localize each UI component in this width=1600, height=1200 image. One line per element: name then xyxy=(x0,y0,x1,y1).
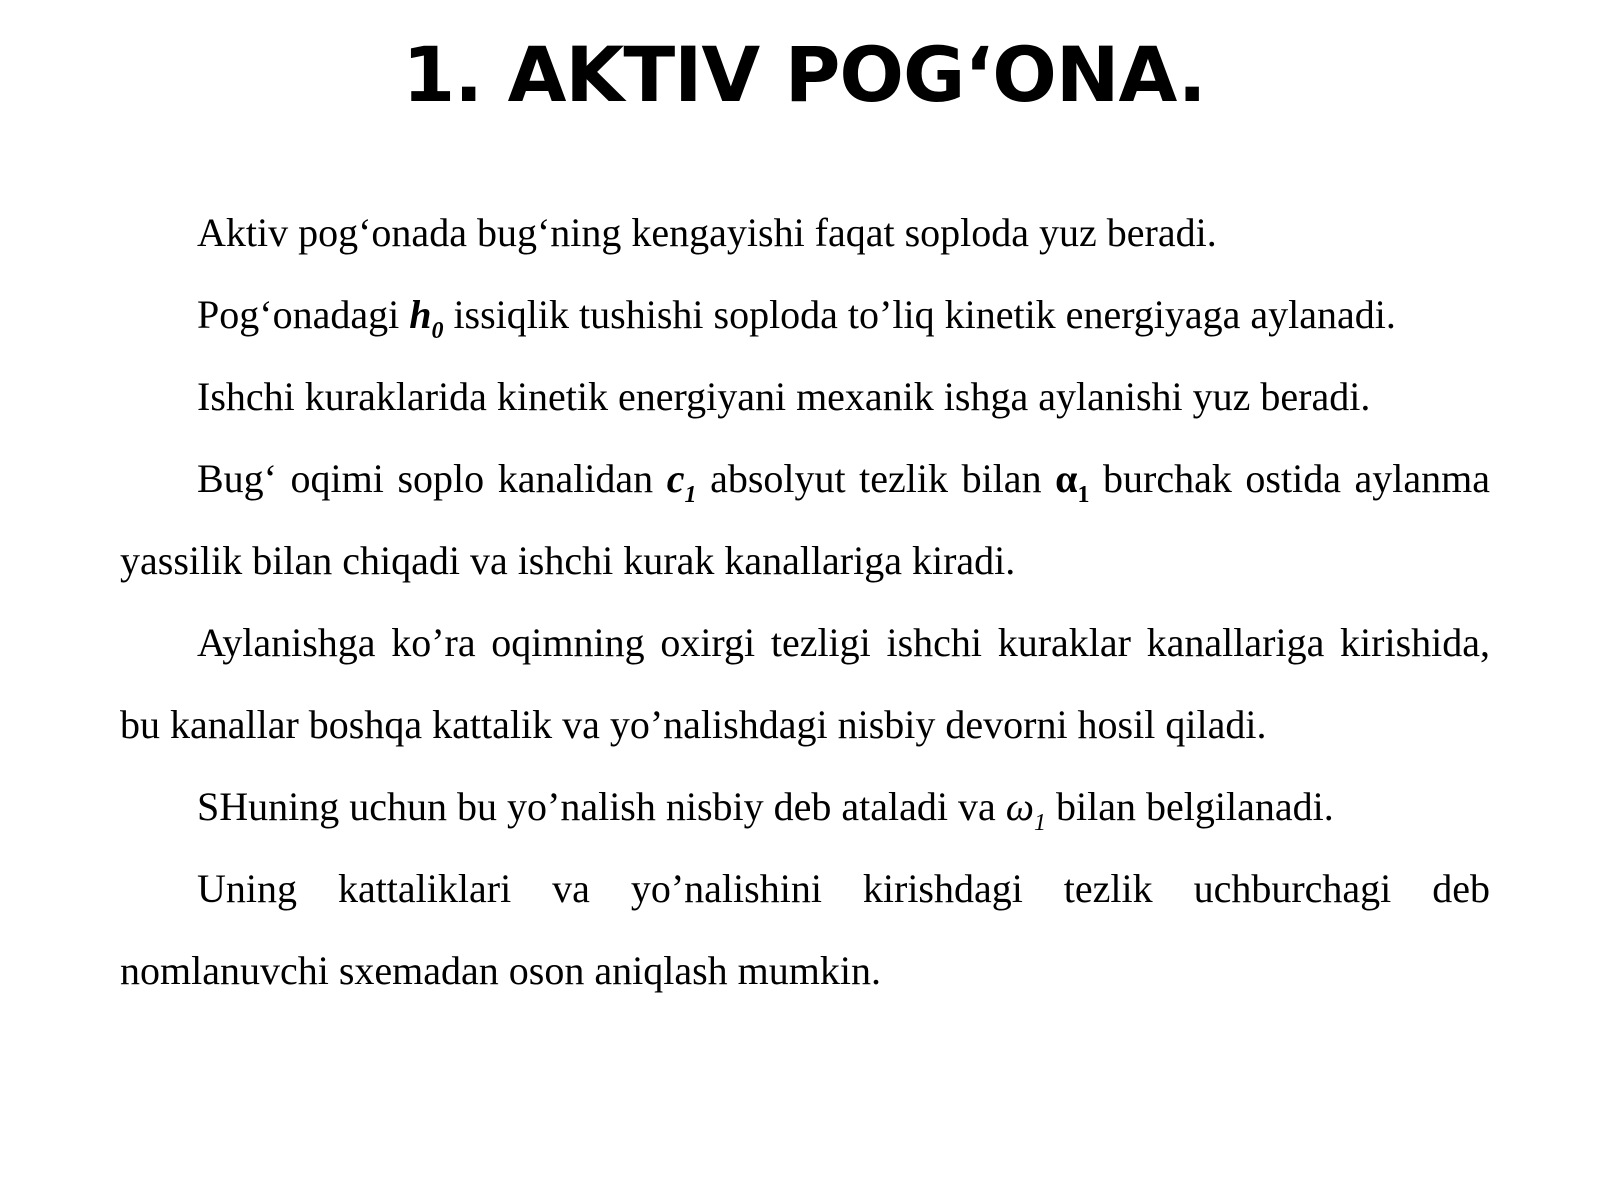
document-body xyxy=(120,192,1490,1012)
paragraph-4-middle: absolyut tezlik bilan xyxy=(696,456,1056,501)
paragraph-7: Uning kattaliklari va yo’nalishini kirishdagi tezlik uchburchagi deb nomlanuvchi sxemadan oson aniqlash mumkin. xyxy=(120,866,1490,993)
paragraph-2-after: issiqlik tushishi soploda to’liq kinetik energiyaga aylanadi. xyxy=(443,292,1396,337)
symbol-alpha-subscript: 1 xyxy=(1077,482,1090,508)
paragraph-2-before: Pog‘onadagi xyxy=(197,292,410,337)
paragraph-6 xyxy=(120,766,1490,848)
paragraph-3: Ishchi kuraklarida kinetik energiyani mexanik ishga aylanishi yuz beradi. xyxy=(197,374,1371,419)
symbol-h-subscript: 0 xyxy=(431,318,444,344)
paragraph-6-before: SHuning uchun bu yo’nalish nisbiy deb ataladi va xyxy=(197,784,1006,829)
symbol-omega-subscript: 1 xyxy=(1034,810,1047,836)
paragraph-6-after: bilan belgilanadi. xyxy=(1046,784,1334,829)
paragraph-4-before: Bug‘ oqimi soplo kanalidan xyxy=(197,456,667,501)
symbol-c-subscript: 1 xyxy=(684,482,697,508)
paragraph-1: Aktiv pog‘onada bug‘ning kengayishi faqat soploda yuz beradi. xyxy=(197,210,1217,255)
paragraph-2 xyxy=(120,274,1490,356)
symbol-alpha: α xyxy=(1055,456,1078,501)
paragraph-5: Aylanishga ko’ra oqimning oxirgi tezligi ishchi kuraklar kanallariga kirishida, bu kanallar boshqa kattalik va yo’nalishdagi nisbiy devorni hosil qiladi. xyxy=(120,620,1490,747)
paragraph-4 xyxy=(120,438,1490,602)
symbol-h: h xyxy=(409,292,432,337)
paragraph-4-after: burchak ostida aylanma yassilik bilan chiqadi va ishchi kurak kanallariga kiradi. xyxy=(120,456,1490,583)
symbol-omega: ω xyxy=(1005,784,1035,829)
symbol-c: c xyxy=(666,456,685,501)
page-title: 1. AKTIV POG‘ONA. xyxy=(402,30,1206,119)
